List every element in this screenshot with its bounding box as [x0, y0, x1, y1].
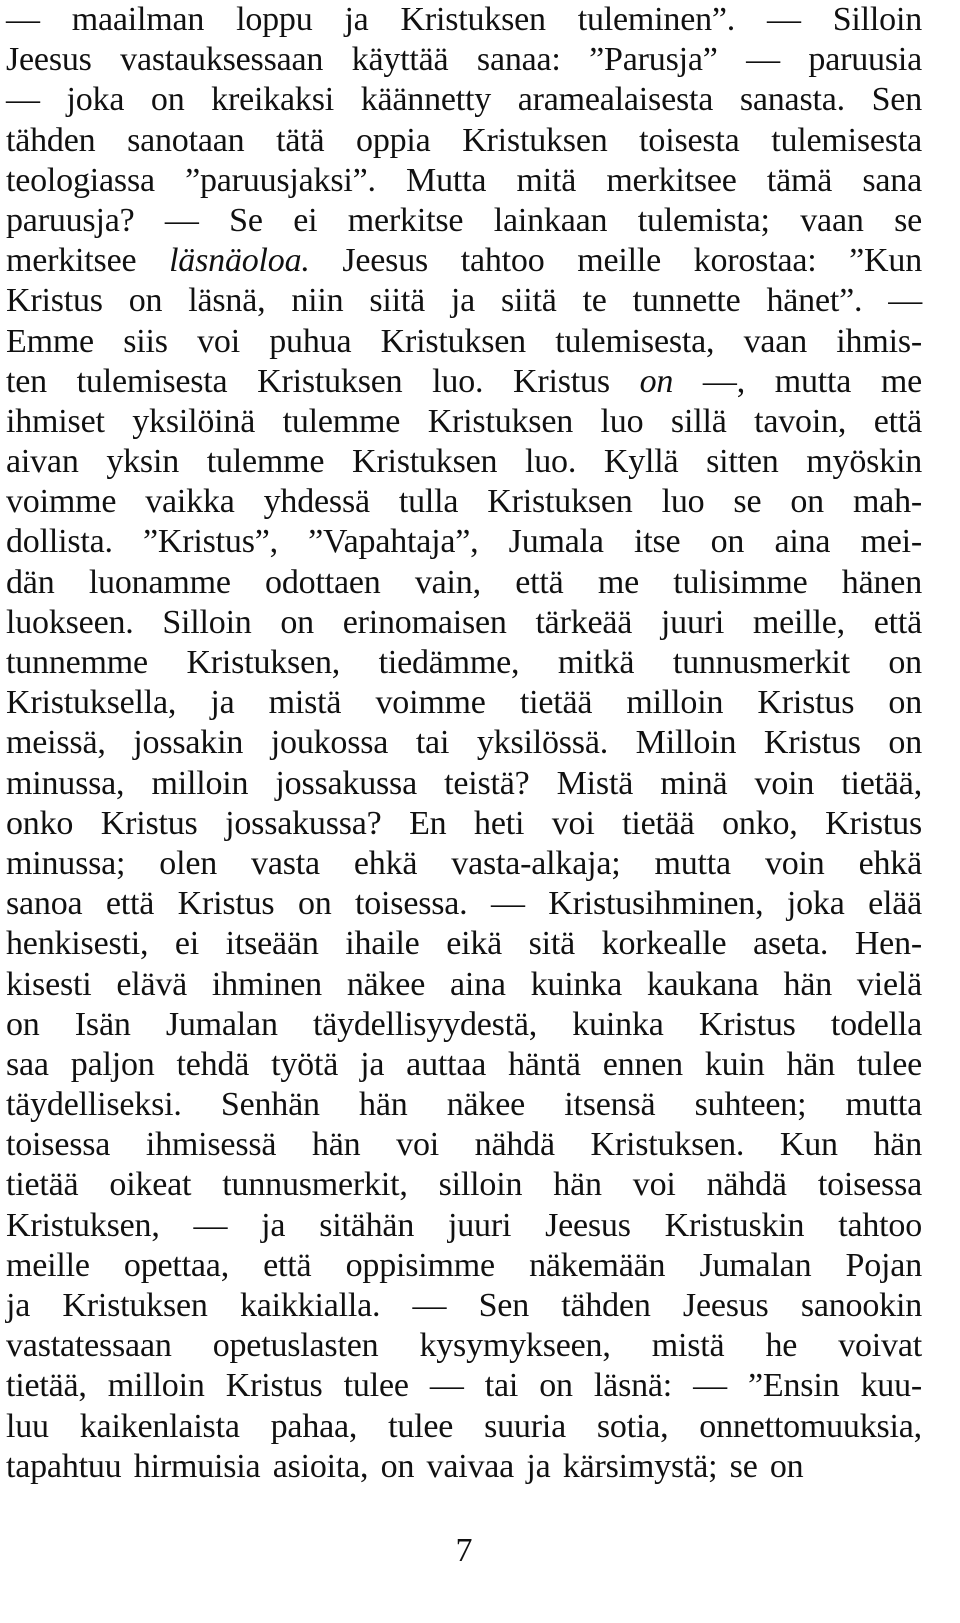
- text-line: vastatessaan opetuslasten kysymykseen, mistä he voivat: [6, 1327, 922, 1365]
- text-line: Kristuksella, ja mistä voimme tietää milloin Kristus on: [6, 684, 922, 722]
- text-line: minussa; olen vasta ehkä vasta-alkaja; mutta voin ehkä: [6, 844, 922, 882]
- text-line: saa paljon tehdä työtä ja auttaa häntä ennen kuin hän tulee: [6, 1045, 922, 1083]
- text-line: toisessa ihmisessä hän voi nähdä Kristuksen. Kun hän: [6, 1126, 922, 1164]
- text-line: Emme siis voi puhua Kristuksen tulemisesta, vaan ihmis-: [6, 322, 922, 360]
- emphasis-text: on: [639, 362, 674, 400]
- text-line: tietää oikeat tunnusmerkit, silloin hän voi nähdä toisessa: [6, 1166, 922, 1204]
- text-line: luu kaikenlaista pahaa, tulee suuria sotia, onnettomuuksia,: [6, 1407, 922, 1445]
- text-line: minussa, milloin jossakussa teistä? Mistä minä voin tietää,: [6, 764, 922, 802]
- text-line: Kristuksen, — ja sitähän juuri Jeesus Kristuskin tahtoo: [6, 1206, 922, 1244]
- emphasis-text: läsnäoloa.: [169, 242, 310, 280]
- text-line: tapahtuu hirmuisia asioita, on vaivaa ja kärsimystä; se on: [6, 1447, 804, 1485]
- text-line: meille opettaa, että oppisimme näkemään Jumalan Pojan: [6, 1246, 922, 1284]
- text-line: meissä, jossakin joukossa tai yksilössä. Milloin Kristus on: [6, 724, 922, 762]
- text-line: onko Kristus jossakussa? En heti voi tietää onko, Kristus: [6, 804, 922, 842]
- text-line: on Isän Jumalan täydellisyydestä, kuinka Kristus todella: [6, 1005, 922, 1043]
- text-line: tunnemme Kristuksen, tiedämme, mitkä tunnusmerkit on: [6, 644, 922, 681]
- text-line: täydelliseksi. Senhän hän näkee itsensä suhteen; mutta: [6, 1086, 922, 1124]
- text-line: sanoa että Kristus on toisessa. — Kristusihminen, joka elää: [6, 885, 922, 923]
- text-line: teologiassa ”paruusjaksi”. Mutta mitä merkitsee tämä sana: [6, 161, 922, 199]
- text-line: kisesti elävä ihminen näkee aina kuinka kaukana hän vielä: [6, 965, 922, 1003]
- text-line: voimme vaikka yhdessä tulla Kristuksen luo se on mah-: [6, 483, 922, 521]
- text-line: — maailman loppu ja Kristuksen tuleminen”. — Silloin: [6, 1, 922, 38]
- text-segment: ten tulemisesta Kristuksen luo. Kristus: [6, 362, 640, 400]
- text-line: aivan yksin tulemme Kristuksen luo. Kyllä sitten myöskin: [6, 443, 922, 481]
- text-line: [6, 241, 922, 281]
- text-line: henkisesti, ei itseään ihaile eikä sitä korkealle aseta. Hen-: [6, 925, 922, 963]
- text-line: tähden sanotaan tätä oppia Kristuksen toisesta tulemisesta: [6, 121, 922, 159]
- text-line: tietää, milloin Kristus tulee — tai on läsnä: — ”Ensin kuu-: [6, 1367, 922, 1405]
- text-segment: Jeesus tahtoo meille korostaa: ”Kun: [309, 242, 923, 280]
- text-line: Jeesus vastauksessaan käyttää sanaa: ”Parusja” — paruusia: [6, 41, 922, 79]
- text-segment: —, mutta me: [673, 362, 922, 400]
- text-line: dollista. ”Kristus”, ”Vapahtaja”, Jumala itse on aina mei-: [6, 523, 922, 561]
- text-line: dän luonamme odottaen vain, että me tulisimme hänen: [6, 563, 922, 601]
- text-segment: merkitsee: [6, 242, 170, 280]
- text-line: [6, 362, 922, 402]
- document-page: [6, 0, 922, 1487]
- text-line: Kristus on läsnä, niin siitä ja siitä te tunnette hänet”. —: [6, 282, 922, 320]
- text-line: ja Kristuksen kaikkialla. — Sen tähden Jeesus sanookin: [6, 1287, 922, 1324]
- text-line: — joka on kreikaksi käännetty aramealaisesta sanasta. Sen: [6, 81, 922, 119]
- page-number: 7: [455, 1532, 473, 1569]
- text-line: luokseen. Silloin on erinomaisen tärkeää juuri meille, että: [6, 603, 922, 641]
- text-line: ihmiset yksilöinä tulemme Kristuksen luo sillä tavoin, että: [6, 402, 922, 440]
- text-line: paruusja? — Se ei merkitse lainkaan tulemista; vaan se: [6, 201, 922, 239]
